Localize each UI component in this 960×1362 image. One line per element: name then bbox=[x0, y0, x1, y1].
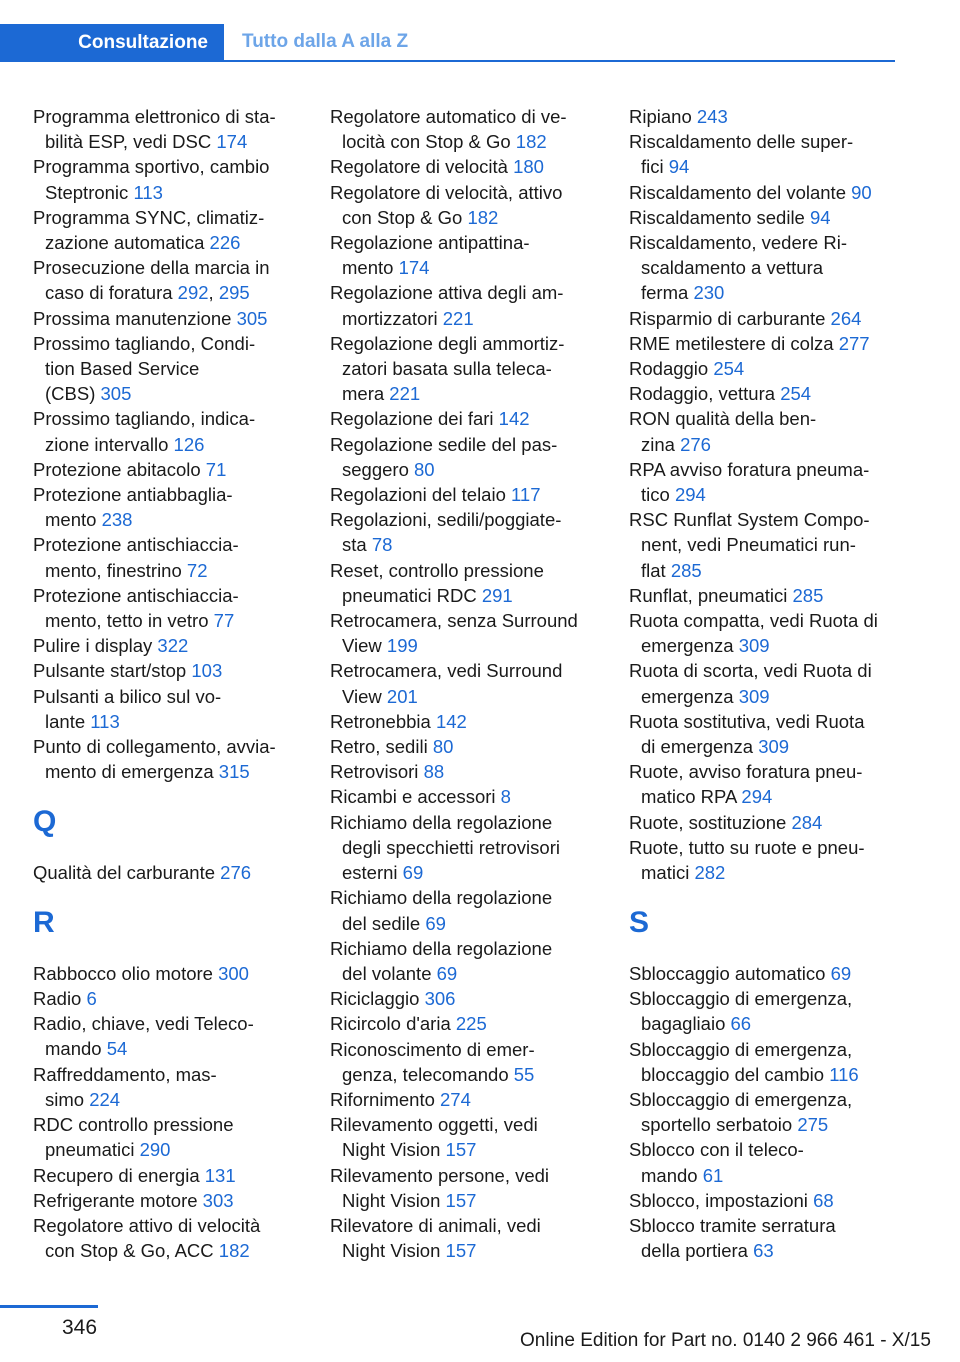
entry-text: ferma bbox=[641, 282, 694, 304]
entry-text: del volante bbox=[342, 962, 437, 984]
entry-text: Night Vision bbox=[342, 1189, 446, 1211]
page-link[interactable]: 103 bbox=[191, 660, 223, 682]
entry-text: nent, vedi Pneumatici run- bbox=[641, 534, 856, 556]
entry-text: Programma elettronico di sta- bbox=[33, 106, 276, 127]
index-entry bbox=[330, 734, 602, 759]
subsection-tab bbox=[242, 24, 408, 60]
page-link[interactable]: 230 bbox=[693, 282, 725, 304]
entry-text: Ruota compatta, vedi Ruota di bbox=[629, 610, 878, 632]
entry-text: Ripiano bbox=[629, 106, 697, 127]
entry-text: Ruota di scorta, vedi Ruota di bbox=[629, 660, 872, 682]
entry-text: Refrigerante motore bbox=[33, 1189, 203, 1211]
entry-text: Programma sportivo, cambio bbox=[33, 156, 270, 178]
index-entry bbox=[629, 507, 909, 583]
page-link[interactable]: 309 bbox=[738, 685, 770, 707]
page-link[interactable]: 264 bbox=[830, 307, 862, 329]
entry-text: Prosecuzione della marcia in bbox=[33, 257, 270, 279]
entry-text: Rodaggio bbox=[629, 358, 714, 380]
section-letter: S bbox=[629, 906, 650, 940]
page-link[interactable]: 221 bbox=[389, 383, 421, 405]
entry-text: emergenza bbox=[641, 635, 739, 657]
entry-text: Richiamo della regolazione bbox=[330, 887, 553, 909]
index-entry bbox=[33, 1213, 305, 1263]
index-entry bbox=[629, 1213, 909, 1263]
index-entry bbox=[629, 306, 909, 331]
entry-text: degli specchietti retrovisori bbox=[342, 836, 560, 858]
page-link[interactable]: 274 bbox=[440, 1088, 471, 1110]
entry-text: Riconoscimento di emer- bbox=[330, 1038, 535, 1060]
index-entry bbox=[33, 961, 305, 986]
section-letter: R bbox=[33, 906, 55, 940]
entry-text: tion Based Service bbox=[45, 358, 200, 380]
page-link[interactable]: 88 bbox=[423, 761, 445, 783]
page-link[interactable]: 66 bbox=[730, 1013, 752, 1035]
index-entry bbox=[629, 1037, 909, 1087]
page-link[interactable]: 292 bbox=[177, 282, 209, 304]
page-link[interactable]: 90 bbox=[851, 181, 872, 203]
index-entry bbox=[33, 104, 305, 154]
page-link[interactable]: 142 bbox=[435, 710, 467, 732]
entry-text: Sbloccaggio automatico bbox=[629, 962, 831, 984]
page-link[interactable]: 224 bbox=[89, 1088, 121, 1110]
index-entry: Prosecuzione della marcia in caso di foratura 292, 295 bbox=[33, 257, 270, 304]
entry-text: Rabbocco olio motore bbox=[33, 962, 219, 984]
page-number: 346 bbox=[62, 1316, 98, 1339]
entry-text: Sblocco, impostazioni bbox=[629, 1189, 814, 1211]
index-column-1 bbox=[33, 104, 305, 1263]
page-link[interactable]: 225 bbox=[455, 1013, 487, 1035]
entry-text: Steptronic bbox=[45, 181, 134, 203]
entry-text: Night Vision bbox=[342, 1240, 446, 1262]
page-link[interactable]: 275 bbox=[797, 1114, 829, 1136]
entry-text: Pulsante start/stop bbox=[33, 660, 192, 682]
entry-text: pneumatici bbox=[45, 1139, 140, 1161]
entry-text: Pulire i display bbox=[33, 635, 158, 657]
index-entry bbox=[330, 810, 602, 886]
index-entry bbox=[33, 1188, 305, 1213]
page-link[interactable]: 294 bbox=[674, 484, 706, 506]
entry-text: scaldamento a vettura bbox=[641, 257, 824, 279]
entry-text: Protezione antiabbaglia- bbox=[33, 484, 233, 506]
page-link[interactable]: 291 bbox=[481, 584, 513, 606]
index-entry bbox=[330, 507, 602, 557]
entry-text: Runflat, pneumatici bbox=[629, 584, 793, 606]
index-entry bbox=[33, 1163, 305, 1188]
page-link[interactable]: 277 bbox=[838, 332, 870, 354]
page-link[interactable]: 113 bbox=[133, 181, 163, 203]
index-entry bbox=[33, 860, 305, 885]
page-link[interactable]: 295 bbox=[218, 282, 250, 304]
entry-text: Riscaldamento, vedere Ri- bbox=[629, 232, 847, 254]
entry-text: Riciclaggio bbox=[330, 988, 425, 1010]
index-entry bbox=[629, 331, 909, 356]
index-entry bbox=[330, 986, 602, 1011]
entry-text: Sblocco con il teleco- bbox=[629, 1139, 804, 1161]
entry-text: tico bbox=[641, 484, 675, 506]
entry-text: Pulsanti a bilico sul vo- bbox=[33, 685, 222, 707]
index-entry bbox=[629, 583, 909, 608]
page-link[interactable]: 305 bbox=[100, 383, 132, 405]
page-link[interactable]: 315 bbox=[218, 761, 250, 783]
page-link[interactable]: 68 bbox=[813, 1189, 834, 1211]
entry-text: fici bbox=[641, 156, 669, 178]
entry-text: Rodaggio, vettura bbox=[629, 383, 781, 405]
entry-text: Ricambi e accessori bbox=[330, 786, 501, 808]
entry-text: di emergenza bbox=[641, 736, 759, 758]
entry-text: flat bbox=[641, 559, 671, 581]
index-entry bbox=[33, 205, 305, 255]
entry-text: Richiamo della regolazione bbox=[330, 811, 553, 833]
index-entry bbox=[330, 406, 602, 431]
entry-text: Ruota sostitutiva, vedi Ruota bbox=[629, 710, 865, 732]
entry-text: mando bbox=[45, 1038, 107, 1060]
page-link[interactable]: 174 bbox=[398, 257, 430, 279]
entry-text: Raffreddamento, mas- bbox=[33, 1063, 217, 1085]
page-link[interactable]: 221 bbox=[442, 307, 474, 329]
entry-text: con Stop & Go, ACC bbox=[45, 1240, 219, 1262]
entry-text: Regolazione antipattina- bbox=[330, 232, 530, 254]
page-link[interactable]: 182 bbox=[515, 131, 547, 153]
entry-text: Regolatore automatico di ve- bbox=[330, 106, 567, 127]
section-title: Consultazione bbox=[78, 32, 208, 53]
page-link[interactable]: 6 bbox=[86, 988, 97, 1010]
entry-text: Regolazione attiva degli am- bbox=[330, 282, 564, 304]
page-link[interactable]: 71 bbox=[205, 458, 227, 480]
entry-text: mortizzatori bbox=[342, 307, 443, 329]
entry-text: Protezione antischiaccia- bbox=[33, 534, 239, 556]
entry-text: Risparmio di carburante bbox=[629, 307, 831, 329]
page-link[interactable]: 69 bbox=[830, 962, 852, 984]
entry-text: Ruote, sostituzione bbox=[629, 811, 792, 833]
index-entry bbox=[33, 658, 305, 683]
page-link[interactable]: 157 bbox=[445, 1240, 477, 1262]
index-entry bbox=[33, 532, 305, 582]
entry-text: Regolazione dei fari bbox=[330, 408, 499, 430]
index-entry bbox=[629, 658, 909, 708]
index-entry bbox=[330, 558, 602, 608]
index-entry bbox=[629, 180, 909, 205]
entry-text: Regolazione degli ammortiz- bbox=[330, 332, 565, 354]
index-entry bbox=[330, 658, 602, 708]
index-entry bbox=[33, 734, 305, 784]
entry-text: matici bbox=[641, 862, 695, 884]
page-link[interactable]: 305 bbox=[236, 307, 268, 329]
page-link[interactable]: 309 bbox=[758, 736, 790, 758]
page-link[interactable]: 142 bbox=[498, 408, 530, 430]
entry-text: RON qualità della ben- bbox=[629, 408, 817, 430]
entry-text: seggero bbox=[342, 458, 414, 480]
entry-text: matico RPA bbox=[641, 786, 742, 808]
entry-text: mento bbox=[342, 257, 399, 279]
entry-text: Prossimo tagliando, Condi- bbox=[33, 332, 256, 354]
page-link[interactable]: 72 bbox=[186, 559, 208, 581]
page-link[interactable]: 276 bbox=[680, 433, 711, 455]
subsection-title: Tutto dalla A alla Z bbox=[242, 31, 409, 52]
page-link[interactable]: 306 bbox=[424, 988, 456, 1010]
page-header bbox=[0, 24, 895, 62]
index-entry bbox=[330, 1213, 602, 1263]
entry-text: Reset, controllo pressione bbox=[330, 559, 544, 581]
index-column-3 bbox=[629, 104, 909, 1263]
entry-text: della portiera bbox=[641, 1240, 754, 1262]
entry-text: mera bbox=[342, 383, 390, 405]
page-link[interactable]: 276 bbox=[220, 862, 252, 884]
entry-text: Radio, chiave, vedi Teleco- bbox=[33, 1013, 254, 1035]
page-link[interactable]: 94 bbox=[668, 156, 690, 178]
page-link[interactable]: 243 bbox=[696, 106, 728, 127]
index-entry bbox=[330, 280, 602, 330]
index-entry bbox=[629, 608, 909, 658]
index-entry bbox=[330, 180, 602, 230]
entry-text: sta bbox=[342, 534, 372, 556]
index-entry bbox=[33, 1112, 305, 1162]
entry-text: Qualità del carburante bbox=[33, 862, 221, 884]
index-entry bbox=[330, 1087, 602, 1112]
section-tab bbox=[0, 24, 224, 62]
index-entry bbox=[629, 104, 909, 129]
index-column-2 bbox=[330, 104, 602, 1263]
page-link[interactable]: 54 bbox=[106, 1038, 128, 1060]
page-link[interactable]: 55 bbox=[513, 1063, 535, 1085]
index-entry bbox=[629, 457, 909, 507]
entry-text: Regolazioni del telaio bbox=[330, 484, 512, 506]
page-link[interactable]: 78 bbox=[371, 534, 393, 556]
edition-note: Online Edition for Part no. 0140 2 966 461 - X/15 bbox=[520, 1330, 931, 1351]
page-link[interactable]: 80 bbox=[432, 736, 454, 758]
entry-text: Retrocamera, senza Surround bbox=[330, 610, 578, 632]
page-link[interactable]: 303 bbox=[202, 1189, 234, 1211]
index-entry bbox=[33, 306, 305, 331]
index-entry bbox=[330, 1163, 602, 1213]
entry-text: Rilevamento oggetti, vedi bbox=[330, 1114, 538, 1136]
entry-text: bagagliaio bbox=[641, 1013, 731, 1035]
entry-text: mento di emergenza bbox=[45, 761, 219, 783]
entry-text: locità con Stop & Go bbox=[342, 131, 516, 153]
index-entry bbox=[330, 885, 602, 935]
entry-text: Retro, sedili bbox=[330, 736, 433, 758]
entry-text: Rilevatore di animali, vedi bbox=[330, 1214, 541, 1236]
index-entry bbox=[33, 331, 305, 407]
entry-text: Recupero di energia bbox=[33, 1164, 205, 1186]
index-entry bbox=[629, 205, 909, 230]
page-link[interactable]: 117 bbox=[511, 484, 541, 506]
entry-text: Regolazioni, sedili/poggiate- bbox=[330, 509, 562, 531]
footer-rule bbox=[0, 1305, 98, 1308]
page-link[interactable]: 174 bbox=[216, 131, 248, 153]
entry-text: Rifornimento bbox=[330, 1088, 441, 1110]
index-entry bbox=[629, 961, 909, 986]
page-link[interactable]: 157 bbox=[445, 1139, 477, 1161]
index-entry bbox=[330, 709, 602, 734]
entry-text: Sbloccaggio di emergenza, bbox=[629, 988, 853, 1010]
page-link[interactable]: 254 bbox=[780, 383, 812, 405]
page-link[interactable]: 322 bbox=[157, 635, 189, 657]
page-link[interactable]: 8 bbox=[500, 786, 511, 808]
index-entry bbox=[330, 1037, 602, 1087]
entry-text: Ruote, tutto su ruote e pneu- bbox=[629, 836, 865, 858]
entry-text: lante bbox=[45, 710, 91, 732]
page-link[interactable]: 77 bbox=[213, 610, 235, 632]
page-link[interactable]: 285 bbox=[792, 584, 824, 606]
page-link[interactable]: 182 bbox=[467, 206, 499, 228]
page-link[interactable]: 63 bbox=[753, 1240, 774, 1262]
page-link[interactable]: 254 bbox=[713, 358, 745, 380]
index-entry bbox=[33, 633, 305, 658]
entry-text: pneumatici RDC bbox=[342, 584, 482, 606]
index-entry bbox=[330, 104, 602, 154]
entry-text: Ricircolo d'aria bbox=[330, 1013, 456, 1035]
page-link[interactable]: 238 bbox=[101, 509, 133, 531]
entry-text: Retrocamera, vedi Surround bbox=[330, 660, 563, 682]
entry-text: Riscaldamento del volante bbox=[629, 181, 852, 203]
page-link[interactable]: 157 bbox=[445, 1189, 477, 1211]
page-link[interactable]: 201 bbox=[386, 685, 418, 707]
entry-text: Ruote, avviso foratura pneu- bbox=[629, 761, 863, 783]
page-link[interactable]: 300 bbox=[218, 962, 249, 984]
index-entry bbox=[629, 1188, 909, 1213]
entry-text: Protezione abitacolo bbox=[33, 458, 206, 480]
page-link[interactable]: 69 bbox=[402, 862, 424, 884]
index-entry bbox=[33, 482, 305, 532]
entry-text: RDC controllo pressione bbox=[33, 1114, 234, 1136]
entry-text: Regolazione sedile del pas- bbox=[330, 433, 558, 455]
index-entry bbox=[330, 1112, 602, 1162]
index-entry bbox=[330, 432, 602, 482]
entry-text: zatori basata sulla teleca- bbox=[342, 358, 552, 380]
entry-text: emergenza bbox=[641, 685, 739, 707]
page-link[interactable]: 309 bbox=[738, 635, 770, 657]
page-link[interactable]: 126 bbox=[173, 433, 205, 455]
entry-text: Protezione antischiaccia- bbox=[33, 584, 239, 606]
index-entry bbox=[330, 230, 602, 280]
entry-text: mento, finestrino bbox=[45, 559, 187, 581]
section-letter: Q bbox=[33, 805, 57, 839]
index-entry bbox=[330, 784, 602, 809]
entry-text: mento, tetto in vetro bbox=[45, 610, 214, 632]
page-link[interactable]: 180 bbox=[513, 156, 544, 178]
entry-text: bilità ESP, vedi DSC bbox=[45, 131, 217, 153]
entry-text: genza, telecomando bbox=[342, 1063, 514, 1085]
entry-text: RPA avviso foratura pneuma- bbox=[629, 458, 870, 480]
index-entry bbox=[629, 810, 909, 835]
entry-text: RME metilestere di colza bbox=[629, 332, 839, 354]
index-entry bbox=[330, 759, 602, 784]
index-entry bbox=[629, 230, 909, 306]
index-entry bbox=[629, 406, 909, 456]
index-entry bbox=[629, 709, 909, 759]
entry-text: bloccaggio del cambio bbox=[641, 1063, 830, 1085]
entry-text: View bbox=[342, 635, 387, 657]
index-entry bbox=[629, 1137, 909, 1187]
index-entry bbox=[33, 583, 305, 633]
index-entry bbox=[33, 684, 305, 734]
page-link[interactable]: 294 bbox=[741, 786, 773, 808]
entry-text: Prossima manutenzione bbox=[33, 307, 237, 329]
index-entry bbox=[629, 986, 909, 1036]
index-entry bbox=[33, 986, 305, 1011]
index-entry bbox=[330, 331, 602, 407]
index-entry bbox=[629, 356, 909, 381]
page-link[interactable]: 282 bbox=[694, 862, 726, 884]
entry-text: Punto di collegamento, avvia- bbox=[33, 736, 276, 758]
page-link[interactable]: 285 bbox=[670, 559, 702, 581]
entry-text: Programma SYNC, climatiz- bbox=[33, 206, 265, 228]
index-entry bbox=[629, 129, 909, 179]
entry-text: Regolatore attivo di velocità bbox=[33, 1214, 261, 1236]
entry-text: View bbox=[342, 685, 387, 707]
index-entry bbox=[33, 1011, 305, 1061]
entry-text: simo bbox=[45, 1088, 90, 1110]
page-link[interactable]: 61 bbox=[702, 1164, 724, 1186]
index-entry bbox=[33, 406, 305, 456]
index-entry bbox=[33, 1062, 305, 1112]
entry-text: Night Vision bbox=[342, 1139, 446, 1161]
entry-text: Retronebbia bbox=[330, 710, 436, 732]
page-link[interactable]: 131 bbox=[204, 1164, 236, 1186]
page-link[interactable]: 80 bbox=[414, 458, 435, 480]
entry-text: mento bbox=[45, 509, 102, 531]
entry-text: zazione automatica bbox=[45, 232, 210, 254]
index-entry bbox=[330, 936, 602, 986]
entry-text: del sedile bbox=[342, 912, 426, 934]
entry-text: Regolatore di velocità, attivo bbox=[330, 181, 563, 203]
entry-text: Sblocco tramite serratura bbox=[629, 1214, 836, 1236]
entry-text: Retrovisori bbox=[330, 761, 424, 783]
entry-text: Radio bbox=[33, 988, 87, 1010]
entry-text: Sbloccaggio di emergenza, bbox=[629, 1088, 853, 1110]
page-link[interactable]: 69 bbox=[436, 962, 458, 984]
page-link[interactable]: 199 bbox=[386, 635, 418, 657]
page-link[interactable]: 69 bbox=[425, 912, 446, 934]
entry-text: Richiamo della regolazione bbox=[330, 937, 553, 959]
entry-text: Regolatore di velocità bbox=[330, 156, 514, 178]
index-entry bbox=[33, 154, 305, 204]
entry-text: mando bbox=[641, 1164, 703, 1186]
entry-text: (CBS) bbox=[45, 383, 101, 405]
page-link[interactable]: 113 bbox=[90, 710, 120, 732]
index-entry bbox=[330, 154, 602, 179]
page-link[interactable]: 226 bbox=[209, 232, 241, 254]
page-link[interactable]: 116 bbox=[829, 1063, 859, 1085]
index-entry bbox=[629, 381, 909, 406]
index-entry bbox=[629, 835, 909, 885]
entry-text: Riscaldamento delle super- bbox=[629, 131, 854, 153]
index-entry bbox=[629, 759, 909, 809]
entry-text: esterni bbox=[342, 862, 403, 884]
index-entry bbox=[33, 457, 305, 482]
entry-text: Sbloccaggio di emergenza, bbox=[629, 1038, 853, 1060]
entry-text: zina bbox=[641, 433, 681, 455]
index-entry bbox=[330, 482, 602, 507]
page-link[interactable]: 94 bbox=[809, 206, 831, 228]
entry-text: Riscaldamento sedile bbox=[629, 206, 810, 228]
index-entry bbox=[629, 1087, 909, 1137]
entry-text: caso di foratura bbox=[45, 282, 178, 304]
entry-text: Prossimo tagliando, indica- bbox=[33, 408, 256, 430]
entry-text: Rilevamento persone, vedi bbox=[330, 1164, 550, 1186]
entry-text: sportello serbatoio bbox=[641, 1114, 798, 1136]
entry-text: zione intervallo bbox=[45, 433, 174, 455]
entry-text: RSC Runflat System Compo- bbox=[629, 509, 870, 531]
page-link[interactable]: 284 bbox=[791, 811, 823, 833]
index-entry bbox=[330, 608, 602, 658]
index-entry bbox=[330, 1011, 602, 1036]
page-link[interactable]: 182 bbox=[218, 1240, 250, 1262]
entry-text: con Stop & Go bbox=[342, 206, 468, 228]
page-link[interactable]: 290 bbox=[139, 1139, 171, 1161]
